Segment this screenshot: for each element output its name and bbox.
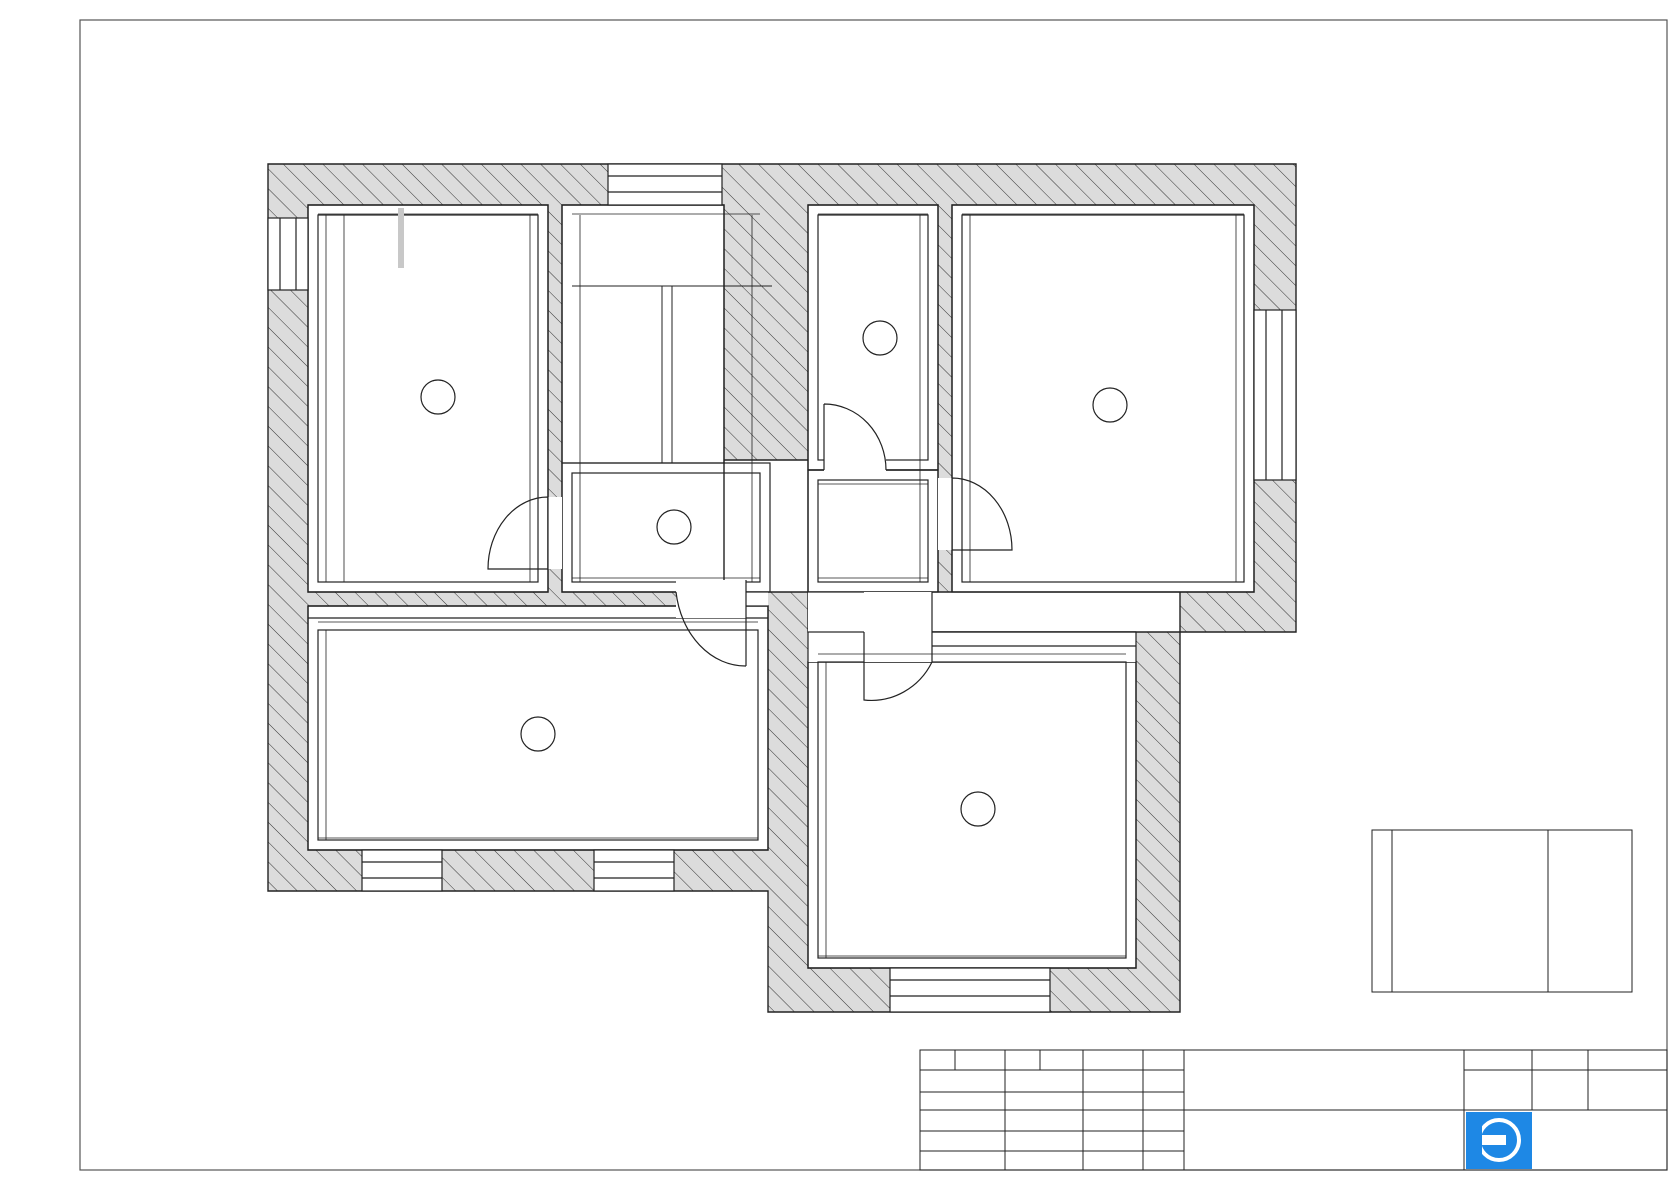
room-legend-table	[1372, 830, 1632, 992]
window-bottom-3	[890, 968, 1050, 1012]
window-bottom-2	[594, 850, 674, 891]
marker-strip	[398, 208, 404, 268]
window-top	[608, 164, 722, 205]
window-left	[268, 218, 308, 290]
room-marker-11	[863, 321, 897, 355]
room-marker-10	[1093, 388, 1127, 422]
room-marker-14	[961, 792, 995, 826]
title-block	[920, 1050, 1667, 1170]
window-right	[1254, 310, 1296, 480]
room-marker-12	[421, 380, 455, 414]
window-bottom-1	[362, 850, 442, 891]
company-logo-icon	[1466, 1112, 1532, 1169]
room-marker-15	[657, 510, 691, 544]
room-marker-13	[521, 717, 555, 751]
